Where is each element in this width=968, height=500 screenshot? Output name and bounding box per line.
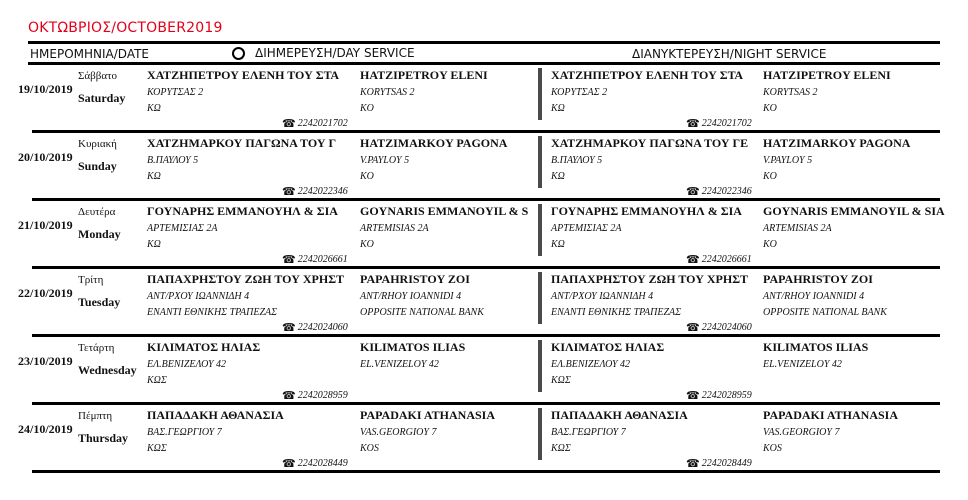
phone-icon: ☎ <box>282 390 296 402</box>
phone-number: 2242028959 <box>701 390 752 401</box>
night-address-english-line1: ARTEMISIAS 2A <box>763 223 832 234</box>
day-phone <box>282 389 348 402</box>
phone-icon: ☎ <box>282 322 296 334</box>
day-phone <box>282 117 348 130</box>
row-weekday-english: Wednesday <box>78 363 137 377</box>
row-date: 24/10/2019 <box>18 422 73 436</box>
day-address-greek-line2: ΚΩ <box>147 171 161 182</box>
day-address-english-line2: OPPOSITE NATIONAL BANK <box>360 307 484 318</box>
day-phone <box>282 457 348 470</box>
night-address-greek-line2: ΚΩ <box>551 103 565 114</box>
night-column-divider <box>538 408 542 460</box>
day-phone <box>282 321 348 334</box>
night-address-english-line2: KOS <box>763 443 782 454</box>
row-weekday-english: Monday <box>78 227 121 241</box>
night-address-greek-line2: ΕΝΑΝΤΙ ΕΘΝΙΚΗΣ ΤΡΑΠΕΖΑΣ <box>551 307 682 318</box>
night-pharmacy-name-greek: ΧΑΤΖΗΜΑΡΚΟΥ ΠΑΓΩΝΑ ΤΟΥ ΓΕ <box>551 136 749 150</box>
night-column-divider <box>538 68 542 120</box>
night-address-english-line1: ANT/RHOY IOANNIDI 4 <box>763 291 865 302</box>
phone-icon: ☎ <box>686 458 700 470</box>
row-separator-rule <box>32 402 940 405</box>
night-column-divider <box>538 340 542 392</box>
night-address-greek-line1: ΕΛ.ΒΕΝΙΖΕΛΟΥ 42 <box>551 359 631 370</box>
phone-icon: ☎ <box>686 390 700 402</box>
day-address-greek-line2: ΕΝΑΝΤΙ ΕΘΝΙΚΗΣ ΤΡΑΠΕΖΑΣ <box>147 307 278 318</box>
day-address-english-line1: ANT/RHOY IOANNIDI 4 <box>360 291 462 302</box>
header-day-service <box>232 46 415 60</box>
night-phone <box>686 185 752 198</box>
phone-number: 2242022346 <box>297 186 348 197</box>
header-top-rule <box>28 41 940 44</box>
row-weekday-greek: Σάββατο <box>78 70 118 82</box>
day-address-greek-line2: ΚΩ <box>147 239 161 250</box>
day-pharmacy-name-english: GOYNARIS EMMANOYIL & S <box>360 204 529 218</box>
day-address-english-line2: KO <box>360 239 374 250</box>
phone-number: 2242028449 <box>701 458 752 469</box>
row-separator-rule <box>32 334 940 337</box>
night-phone <box>686 389 752 402</box>
day-pharmacy-name-greek: ΠΑΠΑΔΑΚΗ ΑΘΑΝΑΣΙΑ <box>147 408 284 422</box>
night-pharmacy-name-greek: ΧΑΤΖΗΠΕΤΡΟΥ ΕΛΕΝΗ ΤΟΥ ΣΤΑ <box>551 68 744 82</box>
phone-icon: ☎ <box>686 322 700 334</box>
day-address-english-line2: KO <box>360 103 374 114</box>
day-address-english-line1: KORYTSAS 2 <box>360 87 415 98</box>
row-weekday-greek: Τρίτη <box>78 274 104 286</box>
schedule-row <box>0 134 968 202</box>
night-pharmacy-name-english: HATZIMARKOY PAGONA <box>763 136 911 150</box>
day-pharmacy-name-greek: ΧΑΤΖΗΠΕΤΡΟΥ ΕΛΕΝΗ ΤΟΥ ΣΤΑ <box>147 68 340 82</box>
phone-icon: ☎ <box>686 186 700 198</box>
row-weekday-greek: Τετάρτη <box>78 342 115 354</box>
header-night-service-label: ΔΙΑΝΥΚΤΕΡΕΥΣΗ/NIGHT SERVICE <box>632 47 827 61</box>
schedule-row <box>0 66 968 134</box>
phone-icon: ☎ <box>282 118 296 130</box>
phone-icon: ☎ <box>686 118 700 130</box>
night-address-english-line2: KO <box>763 239 777 250</box>
day-pharmacy-name-greek: ΓΟΥΝΑΡΗΣ ΕΜΜΑΝΟΥΗΛ & ΣΙΑ <box>147 204 338 218</box>
row-separator-rule <box>32 198 940 201</box>
day-pharmacy-name-english: PAPADAKI ATHANASIA <box>360 408 496 422</box>
night-phone <box>686 321 752 334</box>
day-address-greek-line2: ΚΩΣ <box>147 375 167 386</box>
row-date: 23/10/2019 <box>18 354 73 368</box>
day-pharmacy-name-english: PAPAHRISTOY ZOI <box>360 272 470 286</box>
day-pharmacy-name-greek: ΚΙΛΙΜΑΤΟΣ ΗΛΙΑΣ <box>147 340 261 354</box>
phone-number: 2242026661 <box>701 254 752 265</box>
night-address-english-line1: VAS.GEORGIOY 7 <box>763 427 840 438</box>
night-address-english-line1: V.PAYLOY 5 <box>763 155 813 166</box>
phone-icon: ☎ <box>282 458 296 470</box>
day-pharmacy-name-greek: ΧΑΤΖΗΜΑΡΚΟΥ ΠΑΓΩΝΑ ΤΟΥ Γ <box>147 136 337 150</box>
night-pharmacy-name-english: GOYNARIS EMMANOYIL & SIA <box>763 204 945 218</box>
night-phone <box>686 253 752 266</box>
day-pharmacy-name-english: HATZIMARKOY PAGONA <box>360 136 508 150</box>
phone-icon: ☎ <box>282 254 296 266</box>
header-day-service-label: ΔΙΗΜΕΡΕΥΣΗ/DAY SERVICE <box>255 46 415 60</box>
row-weekday-greek: Δευτέρα <box>78 206 116 218</box>
night-address-greek-line1: ΑΝΤ/ΡΧΟΥ ΙΩΑΝΝΙΔΗ 4 <box>551 291 654 302</box>
row-weekday-greek: Κυριακή <box>78 138 117 150</box>
phone-icon: ☎ <box>282 186 296 198</box>
phone-number: 2242028449 <box>297 458 348 469</box>
row-weekday-english: Tuesday <box>78 295 121 309</box>
day-phone <box>282 253 348 266</box>
day-address-greek-line1: Β.ΠΑΥΛΟΥ 5 <box>147 155 199 166</box>
row-date: 21/10/2019 <box>18 218 73 232</box>
day-address-english-line2: KO <box>360 171 374 182</box>
night-pharmacy-name-greek: ΠΑΠΑΧΡΗΣΤΟΥ ΖΩΗ ΤΟΥ ΧΡΗΣΤ <box>551 272 749 286</box>
row-date: 22/10/2019 <box>18 286 73 300</box>
night-column-divider <box>538 272 542 324</box>
header-date-label: ΗΜΕΡΟΜΗΝΙΑ/DATE <box>30 47 150 61</box>
row-weekday-greek: Πέμπτη <box>78 410 113 422</box>
header-bottom-rule <box>28 62 940 65</box>
night-address-greek-line1: ΒΑΣ.ΓΕΩΡΓΙΟΥ 7 <box>551 427 626 438</box>
night-address-english-line2: KO <box>763 171 777 182</box>
phone-number: 2242024060 <box>297 322 348 333</box>
row-weekday-english: Sunday <box>78 159 117 173</box>
row-date: 20/10/2019 <box>18 150 73 164</box>
day-address-english-line1: VAS.GEORGIOY 7 <box>360 427 437 438</box>
day-address-greek-line1: ΒΑΣ.ΓΕΩΡΓΙΟΥ 7 <box>147 427 222 438</box>
night-address-greek-line2: ΚΩΣ <box>551 443 571 454</box>
night-address-greek-line1: Β.ΠΑΥΛΟΥ 5 <box>551 155 603 166</box>
row-separator-rule <box>32 130 940 133</box>
night-pharmacy-name-english: HATZIPETROY ELENI <box>763 68 891 82</box>
night-pharmacy-name-greek: ΚΙΛΙΜΑΤΟΣ ΗΛΙΑΣ <box>551 340 665 354</box>
day-phone <box>282 185 348 198</box>
night-address-english-line1: EL.VENIZELOY 42 <box>763 359 842 370</box>
phone-number: 2242028959 <box>297 390 348 401</box>
day-address-greek-line1: ΚΟΡΥΤΣΑΣ 2 <box>147 87 204 98</box>
schedule-row <box>0 406 968 474</box>
night-phone <box>686 117 752 130</box>
phone-number: 2242026661 <box>297 254 348 265</box>
row-weekday-english: Thursday <box>78 431 129 445</box>
day-address-greek-line2: ΚΩΣ <box>147 443 167 454</box>
day-address-greek-line1: ΕΛ.ΒΕΝΙΖΕΛΟΥ 42 <box>147 359 227 370</box>
night-column-divider <box>538 204 542 256</box>
schedule-row <box>0 270 968 338</box>
day-pharmacy-name-english: HATZIPETROY ELENI <box>360 68 488 82</box>
day-pharmacy-name-english: KILIMATOS ILIAS <box>360 340 466 354</box>
night-address-greek-line2: ΚΩ <box>551 171 565 182</box>
night-column-divider <box>538 136 542 188</box>
day-address-english-line2: KOS <box>360 443 379 454</box>
night-pharmacy-name-greek: ΠΑΠΑΔΑΚΗ ΑΘΑΝΑΣΙΑ <box>551 408 688 422</box>
night-pharmacy-name-english: PAPAHRISTOY ZOI <box>763 272 873 286</box>
night-address-greek-line2: ΚΩΣ <box>551 375 571 386</box>
schedule-row <box>0 202 968 270</box>
night-address-english-line1: KORYTSAS 2 <box>763 87 818 98</box>
phone-number: 2242022346 <box>701 186 752 197</box>
row-separator-rule <box>32 266 940 269</box>
night-phone <box>686 457 752 470</box>
night-address-english-line2: KO <box>763 103 777 114</box>
night-pharmacy-name-greek: ΓΟΥΝΑΡΗΣ ΕΜΜΑΝΟΥΗΛ & ΣΙΑ <box>551 204 742 218</box>
day-address-english-line1: ARTEMISIAS 2A <box>360 223 429 234</box>
phone-number: 2242021702 <box>701 118 752 129</box>
night-address-greek-line1: ΚΟΡΥΤΣΑΣ 2 <box>551 87 608 98</box>
day-address-greek-line1: ΑΝΤ/ΡΧΟΥ ΙΩΑΝΝΙΔΗ 4 <box>147 291 250 302</box>
night-address-english-line2: OPPOSITE NATIONAL BANK <box>763 307 887 318</box>
phone-number: 2242024060 <box>701 322 752 333</box>
row-weekday-english: Saturday <box>78 91 126 105</box>
circle-icon <box>232 47 245 60</box>
night-address-greek-line1: ΑΡΤΕΜΙΣΙΑΣ 2Α <box>551 223 622 234</box>
night-pharmacy-name-english: PAPADAKI ATHANASIA <box>763 408 899 422</box>
day-address-greek-line1: ΑΡΤΕΜΙΣΙΑΣ 2Α <box>147 223 218 234</box>
row-date: 19/10/2019 <box>18 82 73 96</box>
phone-number: 2242021702 <box>297 118 348 129</box>
night-address-greek-line2: ΚΩ <box>551 239 565 250</box>
page-title: ΟΚΤΩΒΡΙΟΣ/OCTOBER2019 <box>28 20 223 36</box>
day-address-greek-line2: ΚΩ <box>147 103 161 114</box>
day-pharmacy-name-greek: ΠΑΠΑΧΡΗΣΤΟΥ ΖΩΗ ΤΟΥ ΧΡΗΣΤ <box>147 272 345 286</box>
day-address-english-line1: V.PAYLOY 5 <box>360 155 410 166</box>
row-separator-rule <box>32 470 940 473</box>
phone-icon: ☎ <box>686 254 700 266</box>
night-pharmacy-name-english: KILIMATOS ILIAS <box>763 340 869 354</box>
schedule-row <box>0 338 968 406</box>
day-address-english-line1: EL.VENIZELOY 42 <box>360 359 439 370</box>
